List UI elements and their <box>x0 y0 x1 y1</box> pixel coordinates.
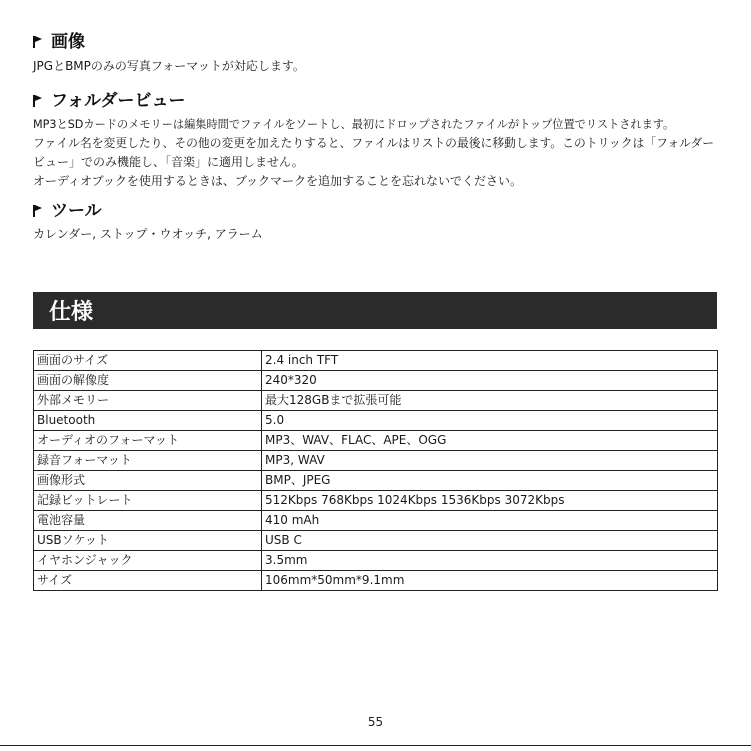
table-row <box>34 491 718 511</box>
flag-icon <box>33 205 43 217</box>
table-row <box>34 391 718 411</box>
spec-label: USBソケット <box>34 531 262 551</box>
page-number: 55 <box>367 715 384 729</box>
spec-title: 仕様 <box>49 300 94 325</box>
section-heading-tools <box>33 200 102 222</box>
spec-value: 512Kbps 768Kbps 1024Kbps 1536Kbps 3072Kbps <box>262 491 718 511</box>
section-body-image <box>33 57 723 76</box>
body-line: オーディオブックを使用するときは、ブックマークを追加することを忘れないでください。 <box>33 174 523 188</box>
body-line: JPGとBMPのみの写真フォーマットが対応します。 <box>33 59 305 73</box>
section-body-tools <box>33 225 723 244</box>
body-line: ファイル名を変更したり、その他の変更を加えたりすると、ファイルはリストの最後に移動します。このトリックは「フォルダー <box>33 136 715 150</box>
spec-label: サイズ <box>34 571 262 591</box>
spec-value: USB C <box>262 531 718 551</box>
spec-label: 画像形式 <box>34 471 262 491</box>
spec-value: BMP、JPEG <box>262 471 718 491</box>
flag-icon <box>33 36 43 48</box>
table-row <box>34 471 718 491</box>
section-heading-label: フォルダービュー <box>51 91 186 111</box>
spec-value: 5.0 <box>262 411 718 431</box>
body-line: ビュー」でのみ機能し、「音楽」に適用しません。 <box>33 155 304 169</box>
section-body-folder-view <box>33 115 733 191</box>
table-row <box>34 371 718 391</box>
spec-value: MP3、WAV、FLAC、APE、OGG <box>262 431 718 451</box>
section-heading-folder-view <box>33 90 185 112</box>
spec-label: オーディオのフォーマット <box>34 431 262 451</box>
table-row <box>34 511 718 531</box>
table-row <box>34 351 718 371</box>
spec-label: 録音フォーマット <box>34 451 262 471</box>
section-heading-label: 画像 <box>51 32 85 52</box>
spec-value: 106mm*50mm*9.1mm <box>262 571 718 591</box>
table-row <box>34 531 718 551</box>
spec-value: 410 mAh <box>262 511 718 531</box>
spec-label: Bluetooth <box>34 411 262 431</box>
spec-value: 240*320 <box>262 371 718 391</box>
spec-label: イヤホンジャック <box>34 551 262 571</box>
spec-value: 最大128GBまで拡張可能 <box>262 391 718 411</box>
bottom-divider <box>0 745 751 746</box>
spec-table <box>33 350 718 591</box>
table-row <box>34 571 718 591</box>
section-heading-image <box>33 31 85 53</box>
spec-value: 2.4 inch TFT <box>262 351 718 371</box>
body-line: カレンダー, ストップ・ウオッチ, アラーム <box>33 227 263 241</box>
body-line: MP3とSDカードのメモリーは編集時間でファイルをソートし、最初にドロップされたファイルがトップ位置でリストされます。 <box>33 118 675 131</box>
flag-icon <box>33 95 43 107</box>
table-row <box>34 411 718 431</box>
spec-label: 外部メモリー <box>34 391 262 411</box>
table-row <box>34 551 718 571</box>
spec-value: 3.5mm <box>262 551 718 571</box>
table-row <box>34 431 718 451</box>
table-row <box>34 451 718 471</box>
spec-label: 記録ビットレート <box>34 491 262 511</box>
spec-banner <box>33 292 717 329</box>
spec-label: 電池容量 <box>34 511 262 531</box>
section-heading-label: ツール <box>51 201 102 221</box>
spec-label: 画面の解像度 <box>34 371 262 391</box>
spec-value: MP3, WAV <box>262 451 718 471</box>
spec-label: 画面のサイズ <box>34 351 262 371</box>
